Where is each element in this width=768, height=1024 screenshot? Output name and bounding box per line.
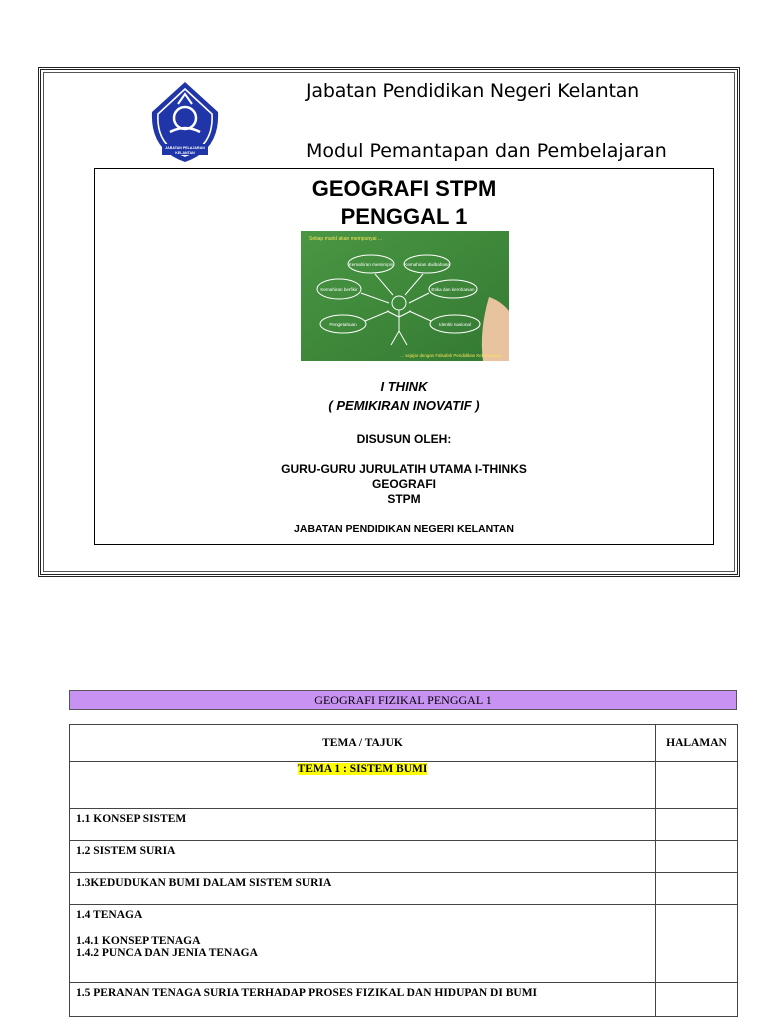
toc-header-topic: TEMA / TAJUK bbox=[70, 725, 656, 762]
ithink-line2: ( PEMIKIRAN INOVATIF ) bbox=[328, 398, 480, 413]
bubble-dwibahasa: Kemahiran dwibahasa bbox=[404, 262, 450, 267]
toc-page-cell bbox=[656, 873, 738, 905]
chalk-caption-top: Setiap murid akan mempunyai ... bbox=[309, 236, 383, 242]
toc-header-row bbox=[70, 725, 738, 762]
cover-title-line1: GEOGRAFI STPM bbox=[311, 176, 497, 201]
toc-page-cell bbox=[656, 809, 738, 841]
theme-highlight: TEMA 1 : SISTEM BUMI bbox=[297, 763, 428, 775]
cover-title-box bbox=[94, 168, 714, 545]
toc-page-cell bbox=[656, 841, 738, 873]
toc-subtopic: 1.4.1 KONSEP TENAGA bbox=[76, 935, 201, 947]
cover-footer-department: JABATAN PENDIDIKAN NEGERI KELANTAN bbox=[294, 523, 514, 535]
bubble-identiti: Identiti nasional bbox=[439, 322, 471, 327]
toc-topic-group bbox=[70, 905, 656, 983]
toc-topic: 1.2 SISTEM SURIA bbox=[70, 841, 656, 873]
toc-header-page: HALAMAN bbox=[656, 725, 738, 762]
toc-row bbox=[70, 809, 738, 841]
bubble-etika: Etika dan kerohanian bbox=[431, 287, 475, 292]
toc-subtopic: 1.4.2 PUNCA DAN JENIA TENAGA bbox=[76, 947, 258, 959]
module-subheader: Modul Pemantapan dan Pembelajaran bbox=[306, 140, 667, 162]
ithink-title bbox=[95, 377, 713, 415]
bubble-berfikir: Kemahiran berfikir bbox=[320, 287, 358, 292]
toc-page-cell bbox=[656, 905, 738, 983]
toc-row bbox=[70, 983, 738, 1017]
toc-topic: 1.5 PERANAN TENAGA SURIA TERHADAP PROSES FIZIKAL DAN HIDUPAN DI BUMI bbox=[70, 983, 656, 1017]
logo-text-line1: JABATAN PELAJARAN bbox=[165, 146, 205, 150]
toc-theme-row bbox=[70, 762, 738, 809]
cover-title-line2: PENGGAL 1 bbox=[340, 204, 468, 229]
compiled-by-label: DISUSUN OLEH: bbox=[356, 432, 452, 446]
toc-topic: 1.1 KONSEP SISTEM bbox=[70, 809, 656, 841]
bubble-kepimpinan: Kemahiran memimpin bbox=[348, 262, 394, 267]
toc-topic: 1.4 TENAGA bbox=[76, 909, 143, 921]
compiler-line2: GEOGRAFI bbox=[371, 477, 436, 491]
toc-theme-cell bbox=[70, 762, 656, 809]
cover-title bbox=[95, 175, 713, 231]
toc-page-cell bbox=[656, 983, 738, 1017]
department-header: Jabatan Pendidikan Negeri Kelantan bbox=[306, 80, 639, 102]
toc-table bbox=[69, 724, 738, 1017]
ithink-line1: I THINK bbox=[380, 379, 428, 394]
toc-row bbox=[70, 873, 738, 905]
toc-row bbox=[70, 841, 738, 873]
jpn-kelantan-logo bbox=[148, 80, 222, 164]
ithink-chalkboard-image bbox=[301, 231, 509, 361]
logo-text-line2: KELANTAN bbox=[175, 151, 195, 155]
toc-page-cell bbox=[656, 762, 738, 809]
subheader-clip bbox=[306, 140, 667, 162]
bubble-pengetahuan: Pengetahuan bbox=[329, 322, 357, 327]
chalk-caption-bottom: ... sejajar dengan Falsafah Pendidikan Kebangsaan bbox=[400, 353, 501, 358]
toc-banner: GEOGRAFI FIZIKAL PENGGAL 1 bbox=[69, 690, 737, 710]
compiler-block bbox=[95, 462, 713, 507]
toc-topic: 1.3KEDUDUKAN BUMI DALAM SISTEM SURIA bbox=[70, 873, 656, 905]
compiler-line1: GURU-GURU JURULATIH UTAMA I-THINKS bbox=[281, 462, 527, 476]
compiler-line3: STPM bbox=[387, 492, 421, 506]
toc-row bbox=[70, 905, 738, 983]
